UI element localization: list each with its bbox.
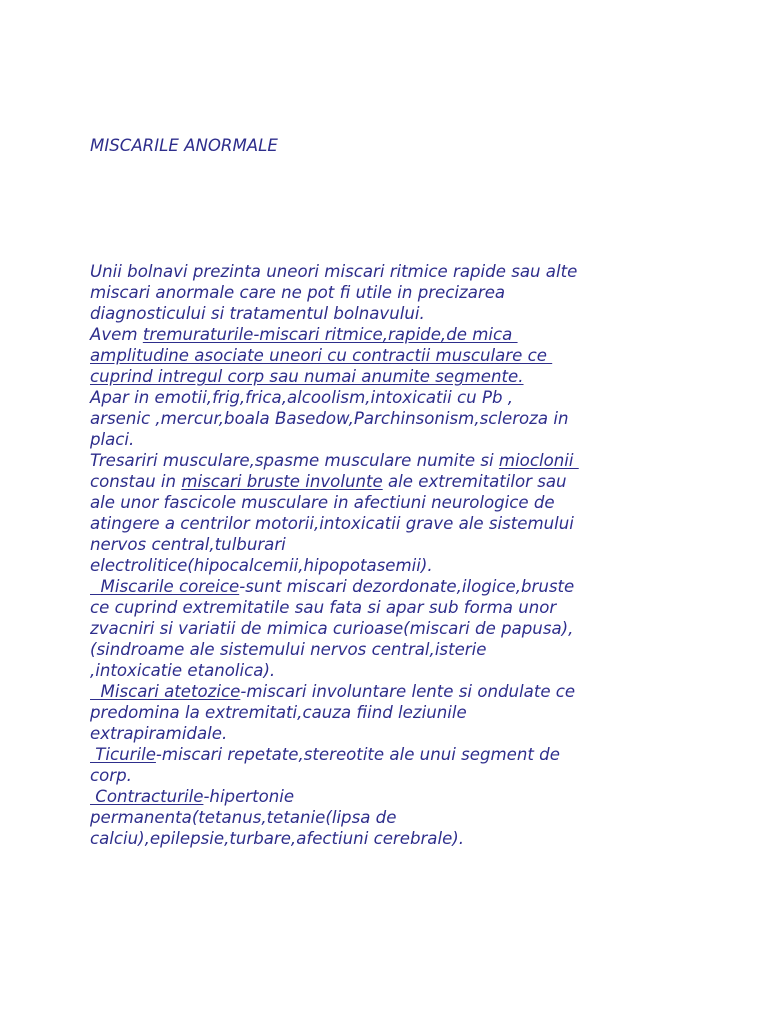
text-line (90, 261, 690, 282)
text-segment: ale extremitatilor sau (382, 472, 567, 491)
text-line (90, 576, 690, 597)
text-segment: calciu),epilepsie,turbare,afectiuni cerebrale). (90, 829, 465, 848)
underlined-term: Contracturile (90, 787, 204, 806)
text-line (90, 702, 690, 723)
text-line (90, 807, 690, 828)
text-segment: ,intoxicatie etanolica). (90, 661, 276, 680)
text-line (90, 387, 690, 408)
text-line (90, 723, 690, 744)
text-segment: -sunt miscari dezordonate,ilogice,bruste (239, 577, 575, 596)
text-line (90, 513, 690, 534)
text-line (90, 345, 690, 366)
underlined-term: Miscarile coreice (90, 577, 240, 596)
underlined-term: mioclonii (498, 451, 579, 470)
text-segment: (sindroame ale sistemului nervos central,isterie (90, 640, 487, 659)
text-segment: arsenic ,mercur,boala Basedow,Parchinsonism,scleroza in (90, 409, 569, 428)
text-segment: diagnosticului si tratamentul bolnavului. (90, 304, 425, 323)
text-segment: zvacniri si variatii de mimica curioase(miscari de papusa), (90, 619, 574, 638)
text-line (90, 324, 690, 345)
document-title: MISCARILE ANORMALE (90, 136, 278, 155)
text-line (90, 744, 690, 765)
text-segment: extrapiramidale. (90, 724, 228, 743)
text-segment: Unii bolnavi prezinta uneori miscari ritmice rapide sau alte (90, 262, 578, 281)
text-segment: electrolitice(hipocalcemii,hipopotasemii). (90, 556, 433, 575)
underlined-term: miscari bruste involunte (181, 472, 383, 491)
underlined-term: cuprind intregul corp sau numai anumite segmente. (90, 367, 524, 386)
text-line (90, 303, 690, 324)
text-line (90, 408, 690, 429)
text-line (90, 534, 690, 555)
text-segment: Apar in emotii,frig,frica,alcoolism,intoxicatii cu Pb , (90, 388, 514, 407)
text-segment: placi. (90, 430, 135, 449)
text-segment: nervos central,tulburari (90, 535, 286, 554)
text-segment: corp. (90, 766, 132, 785)
text-segment: -miscari repetate,stereotite ale unui segment de (155, 745, 560, 764)
text-line (90, 366, 690, 387)
text-segment: Tresariri musculare,spasme musculare numite si (90, 451, 499, 470)
underlined-term: Ticurile (90, 745, 156, 764)
blank-line (90, 198, 690, 219)
text-line (90, 471, 690, 492)
text-segment: miscari anormale care ne pot fi utile in precizarea (90, 283, 506, 302)
text-segment: -hipertonie (203, 787, 295, 806)
text-line (90, 660, 690, 681)
text-line (90, 429, 690, 450)
underlined-term: tremuraturile-miscari ritmice,rapide,de mica (142, 325, 518, 344)
text-segment: -miscari involuntare lente si ondulate ce (240, 682, 576, 701)
underlined-term: Miscari atetozice (90, 682, 241, 701)
text-line (90, 492, 690, 513)
text-line (90, 282, 690, 303)
paragraph-block (90, 261, 690, 849)
text-segment: ale unor fascicole musculare in afectiuni neurologice de (90, 493, 555, 512)
document-body (90, 93, 690, 870)
text-segment: permanenta(tetanus,tetanie(lipsa de (90, 808, 397, 827)
text-segment: predomina la extremitati,cauza fiind leziunile (90, 703, 467, 722)
text-segment: Avem (90, 325, 143, 344)
text-line (90, 555, 690, 576)
text-line (90, 828, 690, 849)
text-line (90, 681, 690, 702)
text-line (90, 618, 690, 639)
text-line (90, 450, 690, 471)
text-line (90, 786, 690, 807)
text-segment: ce cuprind extremitatile sau fata si apar sub forma unor (90, 598, 557, 617)
text-line (90, 639, 690, 660)
text-line (90, 597, 690, 618)
text-line (90, 765, 690, 786)
text-segment: atingere a centrilor motorii,intoxicatii grave ale sistemului (90, 514, 574, 533)
underlined-term: amplitudine asociate uneori cu contractii musculare ce (90, 346, 553, 365)
text-segment: constau in (90, 472, 182, 491)
